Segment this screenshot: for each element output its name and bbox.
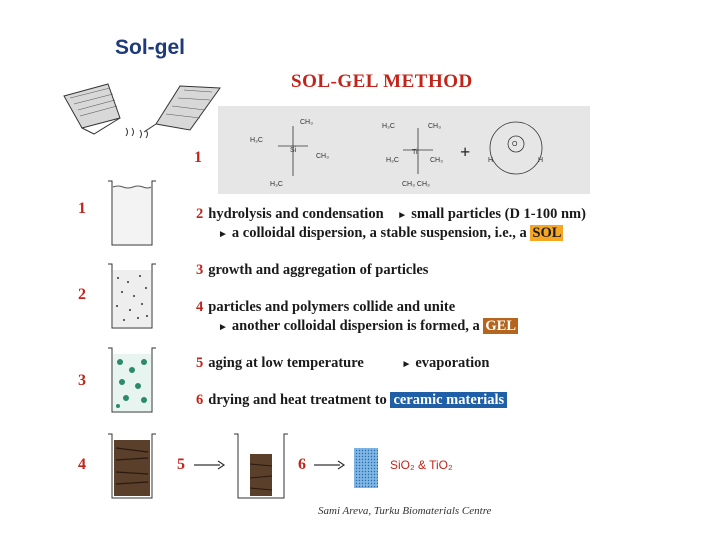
chemical-structures xyxy=(218,106,590,194)
slide-title: Sol-gel xyxy=(115,36,186,59)
svg-text:H₃C: H₃C xyxy=(250,137,263,144)
step-2-result: small particles (D 1-100 nm) xyxy=(411,206,586,222)
svg-text:Si: Si xyxy=(290,147,297,154)
gel-highlight: GEL xyxy=(485,318,517,334)
stage-number-3: 3 xyxy=(78,372,86,389)
step-6-number: 6 xyxy=(196,392,204,408)
stage-number-5: 5 xyxy=(177,456,185,473)
step-2b-text: a colloidal dispersion, a stable suspension, i.e., a xyxy=(231,225,527,241)
stage-number-chem: 1 xyxy=(194,149,202,166)
stage-number-4: 4 xyxy=(78,456,86,473)
step-4-line xyxy=(196,299,455,316)
stage-number-6: 6 xyxy=(298,456,306,473)
step-4-number: 4 xyxy=(196,299,204,315)
step-2-text: hydrolysis and condensation xyxy=(208,206,384,222)
step-3-text: growth and aggregation of particles xyxy=(208,262,429,278)
svg-text:H₃C: H₃C xyxy=(382,123,395,130)
pouring-flasks-illustration xyxy=(60,78,225,140)
stage-number-1: 1 xyxy=(78,200,86,217)
svg-text:CH₃: CH₃ xyxy=(430,157,443,164)
svg-text:CH₃: CH₃ xyxy=(316,153,329,160)
step-4b-line xyxy=(218,318,518,335)
beaker-1 xyxy=(102,175,162,255)
step-3-number: 3 xyxy=(196,262,204,278)
step-4b-text: another colloidal dispersion is formed, a xyxy=(231,318,480,334)
plus-sign: + xyxy=(460,142,471,162)
arrow-icon: ► xyxy=(401,359,412,370)
step-2-line xyxy=(196,206,586,223)
step-3-line xyxy=(196,262,428,279)
svg-text:H: H xyxy=(538,157,544,164)
sol-highlight: SOL xyxy=(532,225,562,241)
svg-text:CH₃ CH₃: CH₃ CH₃ xyxy=(402,181,430,188)
step-2-number: 2 xyxy=(196,206,204,222)
arrow-right-icon xyxy=(312,458,346,472)
ceramic-highlight: ceramic materials xyxy=(390,392,507,408)
ceramic-block xyxy=(352,446,382,492)
beaker-2 xyxy=(102,258,162,338)
method-title: SOL-GEL METHOD xyxy=(291,71,473,92)
step-5-text: aging at low temperature xyxy=(208,355,364,371)
svg-text:CH₃: CH₃ xyxy=(428,123,441,130)
svg-text:H₃C: H₃C xyxy=(386,157,399,164)
beaker-3 xyxy=(102,342,162,422)
step-4-text: particles and polymers collide and unite xyxy=(208,299,456,315)
beaker-4 xyxy=(102,428,162,508)
step-5-result: evaporation xyxy=(415,355,490,371)
svg-text:H₃C: H₃C xyxy=(270,181,283,188)
arrow-icon: ► xyxy=(397,210,408,221)
svg-text:Ti: Ti xyxy=(412,149,418,156)
arrow-right-icon xyxy=(192,458,226,472)
arrow-icon: ► xyxy=(218,229,228,240)
step-2b-line xyxy=(218,225,563,242)
stage-number-2: 2 xyxy=(78,286,86,303)
arrow-icon: ► xyxy=(218,322,228,333)
beaker-5 xyxy=(228,428,296,508)
credit-line: Sami Areva, Turku Biomaterials Centre xyxy=(318,505,492,517)
step-5-number: 5 xyxy=(196,355,204,371)
svg-text:CH₃: CH₃ xyxy=(300,119,313,126)
oxide-label: SiO₂ & TiO₂ xyxy=(390,458,453,472)
step-5-line xyxy=(196,355,489,372)
svg-text:H: H xyxy=(488,157,494,164)
step-6-line xyxy=(196,392,507,409)
svg-text:O: O xyxy=(512,141,518,148)
step-6-text: drying and heat treatment to xyxy=(208,392,387,408)
